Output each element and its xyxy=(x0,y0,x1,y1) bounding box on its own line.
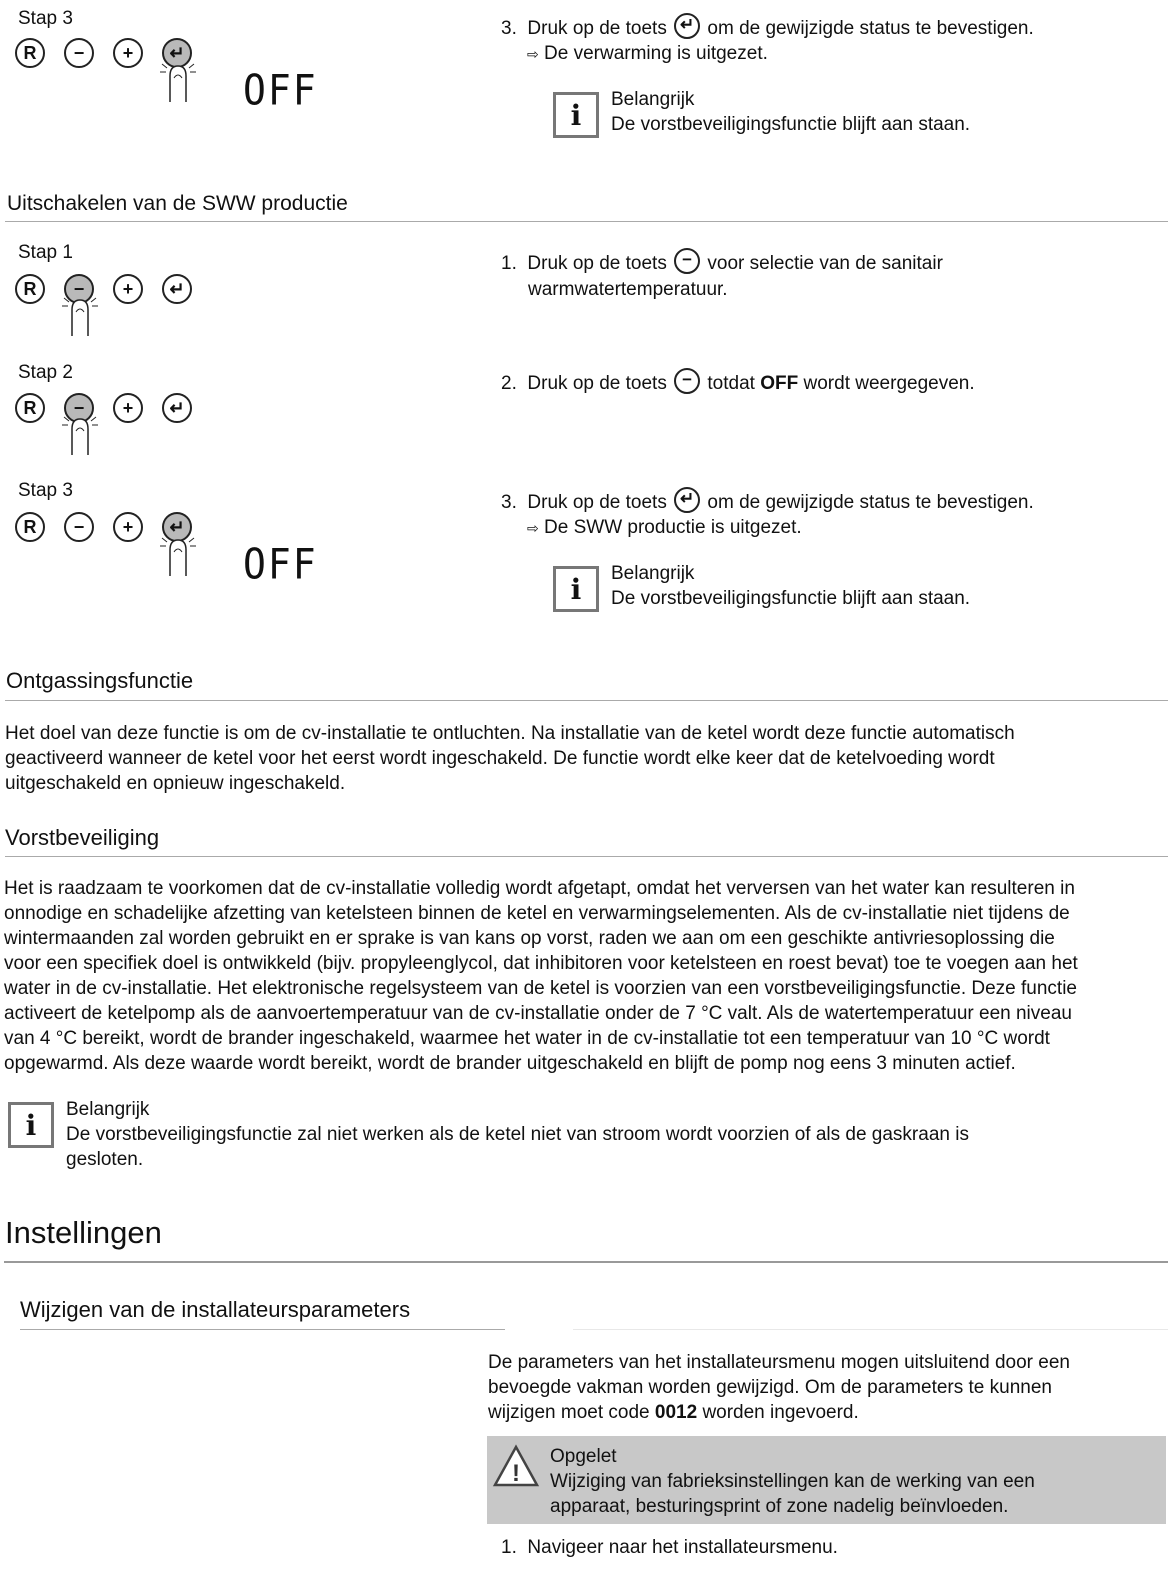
step-instruction: 1. Druk op de toets − voor selectie van de sanitair xyxy=(501,250,943,275)
minus-button[interactable]: − xyxy=(64,393,94,423)
plus-button[interactable]: + xyxy=(113,512,143,542)
paragraph: Het doel van deze functie is om de cv-installatie te ontluchten. Na installatie van de ketel wordt deze functie automatisch geactiveerd wanneer de ketel voor het eerst wordt ingeschakeld. De functie wordt elke keer dat de ketelvoeding wordt uitgeschakeld en opnieuw ingeschakeld. xyxy=(5,723,1015,794)
step-instruction-cont: warmwatertemperatuur. xyxy=(528,279,728,300)
enter-button[interactable]: ↵ xyxy=(162,38,192,68)
finger-press-icon xyxy=(60,409,100,457)
section-heading: Vorstbeveiliging xyxy=(5,825,160,850)
divider xyxy=(5,221,1168,222)
info-icon: i xyxy=(8,1102,54,1148)
enter-button[interactable]: ↵ xyxy=(162,393,192,423)
step-label: Stap 3 xyxy=(18,8,73,29)
minus-icon: − xyxy=(674,248,700,274)
section-heading: Ontgassingsfunctie xyxy=(6,668,194,693)
divider xyxy=(5,856,1168,857)
finger-press-icon xyxy=(60,290,100,338)
paragraph: De parameters van het installateursmenu mogen uitsluitend door een bevoegde vakman worden gewijzigd. Om de parameters te kunnen wijzigen moet code 0012 worden ingevoerd. xyxy=(488,1352,1070,1423)
divider xyxy=(4,1261,1168,1263)
enter-button[interactable]: ↵ xyxy=(162,512,192,542)
step-label: Stap 1 xyxy=(18,242,73,263)
divider xyxy=(5,700,1168,701)
minus-icon: − xyxy=(674,368,700,394)
enter-icon: ↵ xyxy=(674,487,700,513)
reset-button[interactable]: R xyxy=(15,274,45,304)
lcd-display: OFF xyxy=(243,65,318,115)
note-text: De vorstbeveiligingsfunctie zal niet werken als de ketel niet van stroom wordt voorzien of als de gaskraan is gesloten. xyxy=(66,1124,969,1170)
step-instruction: 2. Druk op de toets − totdat OFF wordt weergegeven. xyxy=(501,370,975,395)
reset-button[interactable]: R xyxy=(15,38,45,68)
plus-button[interactable]: + xyxy=(113,274,143,304)
warning-title: Opgelet xyxy=(550,1446,617,1467)
enter-icon: ↵ xyxy=(674,13,700,39)
reset-button[interactable]: R xyxy=(15,512,45,542)
lcd-display: OFF xyxy=(243,539,318,589)
note-text: De vorstbeveiligingsfunctie blijft aan staan. xyxy=(611,588,971,609)
svg-text:!: ! xyxy=(512,1460,520,1487)
reset-button[interactable]: R xyxy=(15,393,45,423)
note-title: Belangrijk xyxy=(66,1099,150,1120)
minus-button[interactable]: − xyxy=(64,38,94,68)
step-instruction: 1. Navigeer naar het installateursmenu. xyxy=(501,1537,838,1558)
paragraph: Het is raadzaam te voorkomen dat de cv-installatie volledig wordt afgetapt, omdat het verversen van het water kan resulteren in onnodige en schadelijke afzetting van ketelsteen binnen de ketel en verwarmingselementen. Als de cv-installatie niet tijdens de wintermaanden zal worden gebruikt en er sprake is van kans op vorst, raden we aan om een geschikte antivriesoplossing die voor een specifiek doel is ontwikkeld (bijv. propyleenglycol, dat inhibitoren voor ketelsteen en roest bevat) toe te voegen aan het water in de cv-installatie. Het elektronische regelsysteem van de ketel is voorzien van een vorstbeveiligingsfunctie. Deze functie activeert de ketelpomp als de aanvoertemperatuur van de cv-installatie onder de 7 °C valt. Als de watertemperatuur een niveau van 4 °C bereikt, wordt de brander ingeschakeld, waarmee het water in de cv-installatie tot een temperatuur van 10 °C wordt opgewarmd. Als deze waarde wordt bereikt, wordt de brander uitgeschakeld en blijft de pomp nog eens 3 minuten actief. xyxy=(4,878,1078,1074)
step-result: ⇨ De SWW productie is uitgezet. xyxy=(527,517,802,538)
step-label: Stap 3 xyxy=(18,480,73,501)
step-label: Stap 2 xyxy=(18,362,73,383)
result-arrow-icon: ⇨ xyxy=(527,520,539,536)
divider xyxy=(573,1329,1168,1330)
finger-press-icon xyxy=(158,56,198,104)
finger-press-icon xyxy=(158,530,198,578)
section-heading: Wijzigen van de installateursparameters xyxy=(20,1297,411,1322)
minus-button[interactable]: − xyxy=(64,512,94,542)
divider xyxy=(20,1329,505,1330)
warning-text: Wijziging van fabrieksinstellingen kan de werking van een apparaat, besturingsprint of zone nadelig beïnvloeden. xyxy=(550,1471,1035,1517)
note-title: Belangrijk xyxy=(611,563,695,584)
enter-button[interactable]: ↵ xyxy=(162,274,192,304)
plus-button[interactable]: + xyxy=(113,393,143,423)
step-instruction: 3. Druk op de toets ↵ om de gewijzigde status te bevestigen. xyxy=(501,15,1034,40)
minus-button[interactable]: − xyxy=(64,274,94,304)
result-arrow-icon: ⇨ xyxy=(527,46,539,62)
warning-icon xyxy=(492,1444,540,1488)
step-instruction: 3. Druk op de toets ↵ om de gewijzigde status te bevestigen. xyxy=(501,489,1034,514)
note-text: De vorstbeveiligingsfunctie blijft aan staan. xyxy=(611,114,971,135)
note-title: Belangrijk xyxy=(611,89,695,110)
info-icon: i xyxy=(553,92,599,138)
chapter-heading: Instellingen xyxy=(5,1215,162,1250)
section-heading: Uitschakelen van de SWW productie xyxy=(7,192,348,215)
step-result: ⇨ De verwarming is uitgezet. xyxy=(527,43,768,64)
plus-button[interactable]: + xyxy=(113,38,143,68)
info-icon: i xyxy=(553,566,599,612)
